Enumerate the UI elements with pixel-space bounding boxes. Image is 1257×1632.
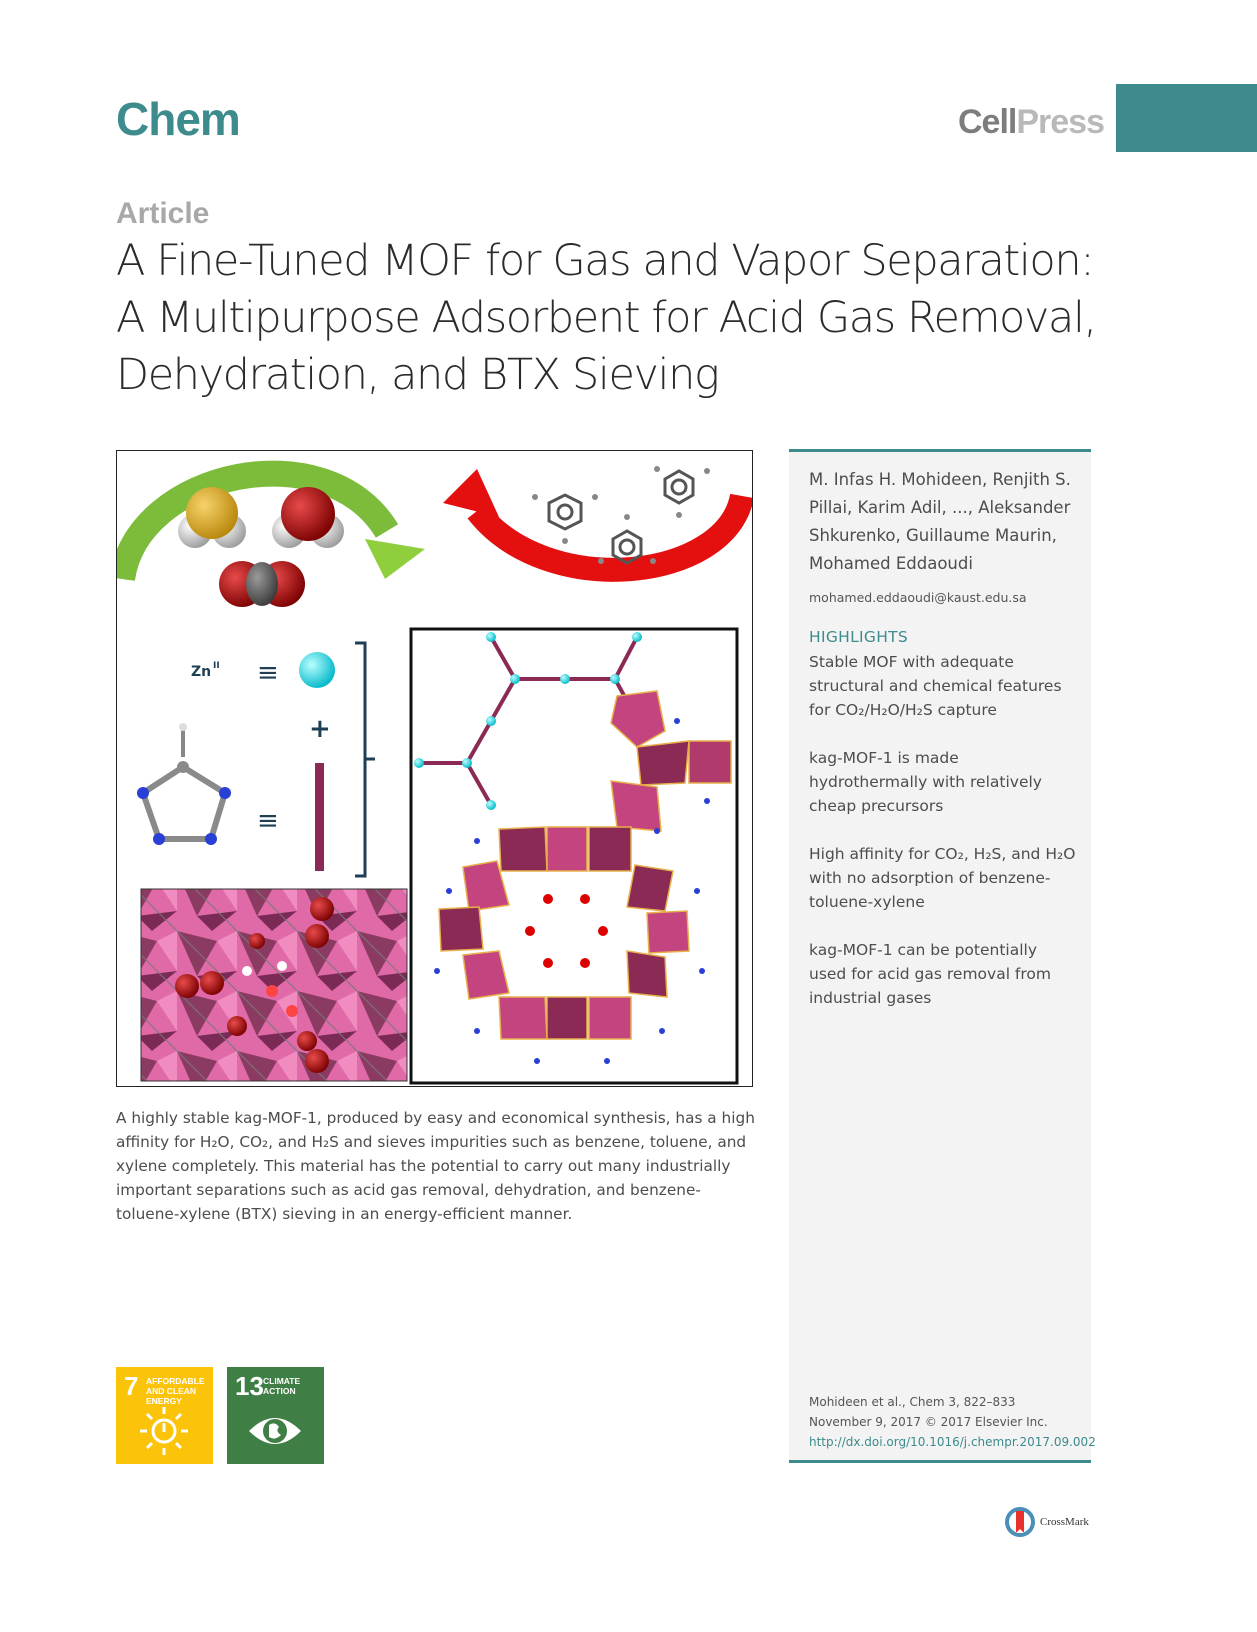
crossmark-label: CrossMark [1040,1516,1089,1528]
triazole-ring [137,723,231,845]
linker-rod [315,763,324,871]
co2-molecule [219,561,305,607]
zn-superscript: II [213,661,220,671]
sun-power-icon [138,1405,190,1457]
pore-view-image [141,889,407,1081]
publisher-logo [958,103,1104,142]
plus-symbol: + [309,714,331,744]
doi-link[interactable]: http://dx.doi.org/10.1016/j.chempr.2017.09.002 [809,1435,1096,1449]
citation-block [809,1392,1096,1452]
sdg-number: 13 [235,1371,264,1401]
eye-globe-icon [247,1411,303,1451]
sdg-label: AFFORDABLE AND CLEAN ENERGY [146,1376,205,1406]
title-line: A Fine-Tuned MOF for Gas and Vapor Separation: [116,236,1094,286]
corner-tab [1116,84,1257,152]
crossmark-icon [1003,1505,1037,1539]
graphical-abstract-figure [117,451,752,1086]
highlights-heading: HIGHLIGHTS [809,628,909,646]
article-title [116,233,1106,404]
publisher-logo-part1: Cell [958,103,1017,141]
summary-paragraph: A highly stable kag-MOF-1, produced by easy and economical synthesis, has a high affinity for H₂O, CO₂, and H₂S and sieves impurities such as benzene, toluene, and xylene completely. This material has the potential to carry out many industrially important separations such as acid gas removal, dehydration, and benzene-toluene-xylene (BTX) sieving in an energy-efficient manner. [116,1109,755,1223]
journal-logo: Chem [116,93,240,145]
highlights-list [809,650,1079,1034]
graphical-abstract [116,450,753,1087]
corresponding-email[interactable]: mohamed.eddaoudi@kaust.edu.sa [809,590,1027,605]
highlight-item: High affinity for CO₂, H₂S, and H₂O with no adsorption of benzene-toluene-xylene [809,845,1076,911]
citation-reference: Mohideen et al., Chem 3, 822–833 [809,1395,1016,1409]
zn-label: Zn [191,664,212,680]
equiv-symbol: ≡ [257,806,279,836]
sdg-label: CLIMATE ACTION [263,1376,301,1396]
highlight-item: Stable MOF with adequate structural and chemical features for CO₂/H₂O/H₂S capture [809,653,1062,719]
crossmark-badge[interactable] [1003,1505,1089,1542]
sdg-7-badge [116,1367,213,1464]
authors: M. Infas H. Mohideen, Renjith S. Pillai, Karim Adil, ..., Aleksander Shkurenko, Guillaume Maurin, Mohamed Eddaoudi [809,470,1071,573]
red-arrow [443,469,742,570]
legend-bracket [355,643,375,876]
citation-date: November 9, 2017 © 2017 Elsevier Inc. [809,1415,1048,1429]
framework-diagram [411,629,737,1083]
highlight-item: kag-MOF-1 is made hydrothermally with relatively cheap precursors [809,749,1042,815]
highlight-item: kag-MOF-1 can be potentially used for acid gas removal from industrial gases [809,941,1051,1007]
zn-sphere [299,652,335,688]
sdg-number: 7 [124,1371,139,1401]
title-line: Dehydration, and BTX Sieving [116,350,719,400]
article-type: Article [116,197,210,230]
title-line: A Multipurpose Adsorbent for Acid Gas Removal, [116,293,1096,343]
sdg-13-badge [227,1367,324,1464]
publisher-logo-part2: Press [1016,103,1104,141]
equiv-symbol: ≡ [257,658,279,688]
sidebar-panel [789,449,1096,1463]
